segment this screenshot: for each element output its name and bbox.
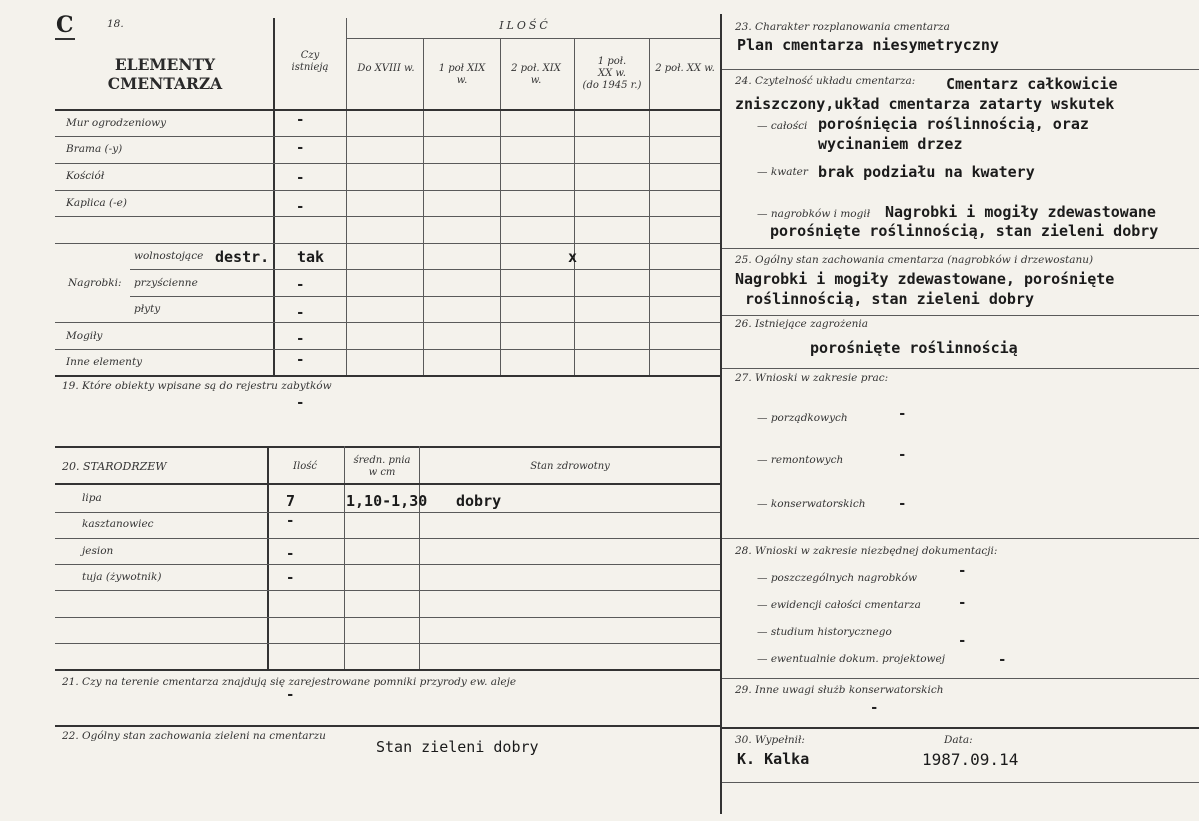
tree-name-tuja: tuja (żywotnik) xyxy=(82,571,162,583)
section-18-number: 18. xyxy=(107,18,124,30)
q23-bottom-line xyxy=(722,69,1199,70)
q27-label: 27. Wnioski w zakresie prac: xyxy=(735,372,889,384)
s20-vline-stan xyxy=(419,446,420,670)
row-value-przyscienne: - xyxy=(296,277,305,293)
section-21-bottom xyxy=(55,725,720,727)
q24-line3: porośnięcia roślinnością, oraz xyxy=(818,115,1089,133)
row-sep-3 xyxy=(55,190,720,191)
tree-sredn-lipa: 1,10-1,30 xyxy=(346,492,428,510)
col-2pol-xx: 2 poł. XX w. xyxy=(655,63,715,74)
q28-studium-label: — studium historycznego xyxy=(757,626,892,638)
tree-ilosc-kasztanowiec: - xyxy=(286,513,295,529)
ilosc-header-underline xyxy=(346,38,720,39)
grid-vline-2 xyxy=(500,38,501,376)
row-label-wolnostojace: wolnostojące xyxy=(134,250,204,262)
q24-calosci-label: — całości xyxy=(757,120,808,132)
q23-value: Plan cmentarza niesymetryczny xyxy=(737,36,999,54)
q28-label: 28. Wnioski w zakresie niezbędnej dokumentacji: xyxy=(735,545,998,557)
q25-line1: Nagrobki i mogiły zdewastowane, porośnięte xyxy=(735,270,1115,288)
row-value-plyty: - xyxy=(296,305,305,321)
section-20-bottom xyxy=(55,669,720,671)
nagrobki-label: Nagrobki: xyxy=(68,277,122,289)
row-value-brama: - xyxy=(296,140,305,156)
s20-vline-sredn xyxy=(344,446,345,670)
grid-vline-1 xyxy=(423,38,424,376)
row-value-mogily: - xyxy=(296,331,305,347)
col-2pol-xix: 2 poł. XIX w. xyxy=(511,63,561,86)
col-do-xviii: Do XVIII w. xyxy=(357,63,415,74)
q27-porzadkowych-value: - xyxy=(898,406,907,422)
elements-heading-line1: ELEMENTY xyxy=(114,55,216,74)
row-label-przyscienne: przyścienne xyxy=(134,277,198,289)
col-1pol-xx xyxy=(576,56,648,92)
q26-label: 26. Istniejące zagrożenia xyxy=(735,318,869,330)
s20-col-sredn-line1: średn. pnia xyxy=(353,455,411,466)
grid-vline-4 xyxy=(649,38,650,376)
row-sep-1 xyxy=(55,136,720,137)
q28-projektowej-value: - xyxy=(998,652,1007,668)
row-label-plyty: płyty xyxy=(134,303,161,315)
s20-row-sep-4 xyxy=(55,590,720,591)
col-1pol-xx-line3: (do 1945 r.) xyxy=(582,80,642,91)
row-label-mur: Mur ogrodzeniowy xyxy=(66,117,167,129)
q24-bottom-line xyxy=(722,248,1199,249)
s20-col-sredn-line2: w cm xyxy=(368,467,396,478)
ilosc-header: ILOŚĆ xyxy=(499,19,551,32)
elements-heading xyxy=(100,55,230,93)
q29-label: 29. Inne uwagi służb konserwatorskich xyxy=(735,684,944,696)
q30-date-value: 1987.09.14 xyxy=(922,750,1019,769)
q24-line1: Cmentarz całkowicie xyxy=(946,75,1118,93)
s20-col-stan: Stan zdrowotny xyxy=(530,461,610,472)
q27-remontowych-label: — remontowych xyxy=(757,454,844,466)
row-label-kosciol: Kościół xyxy=(66,170,105,182)
corner-letter: C xyxy=(56,12,74,38)
s20-vline-ilosc xyxy=(267,446,269,670)
q24-line2: zniszczony,układ cmentarza zatarty wskutek xyxy=(735,95,1115,113)
q25-line2: roślinnością, stan zieleni dobry xyxy=(745,290,1034,308)
s20-row-sep-5 xyxy=(55,617,720,618)
q29-value: - xyxy=(870,700,879,716)
row-sep-8 xyxy=(55,322,720,323)
q30-value: K. Kalka xyxy=(737,750,810,768)
q27-konserwatorskich-label: — konserwatorskich xyxy=(757,498,866,510)
elements-heading-line2: CMENTARZA xyxy=(107,74,223,93)
q30-bottom-line xyxy=(722,782,1199,783)
q24-kwater-label: — kwater xyxy=(757,166,808,178)
q30-date-label: Data: xyxy=(944,734,973,746)
col-1pol-xix: 1 poł XIX w. xyxy=(438,63,486,86)
s20-row-sep-6 xyxy=(55,643,720,644)
q19-label: 19. Które obiekty wpisane są do rejestru zabytków xyxy=(62,380,332,392)
tree-ilosc-lipa: 7 xyxy=(286,492,296,510)
q28-ewidencji-value: - xyxy=(958,595,967,611)
row-note-destr: destr. xyxy=(215,248,270,266)
q21-label: 21. Czy na terenie cmentarza znajdują się zarejestrowane pomniki przyrody ew. aleje xyxy=(62,676,517,688)
q28-bottom-line xyxy=(722,678,1199,679)
row-value-inne: - xyxy=(296,352,305,368)
s20-row-sep-1 xyxy=(55,512,720,513)
q27-porzadkowych-label: — porządkowych xyxy=(757,412,848,424)
col-1pol-xx-line2: XX w. xyxy=(598,68,626,79)
section-18-bottom xyxy=(55,375,720,377)
q27-konserwatorskich-value: - xyxy=(898,496,907,512)
q23-label: 23. Charakter rozplanowania cmentarza xyxy=(735,21,950,33)
tree-ilosc-jesion: - xyxy=(286,546,295,562)
s20-row-sep-2 xyxy=(55,538,720,539)
q19-value: - xyxy=(296,395,305,411)
s20-col-ilosc: Ilość xyxy=(293,461,317,472)
row-value-kaplica: - xyxy=(296,199,305,215)
q24-nagrobkow-line2: porośnięte roślinnością, stan zieleni dobry xyxy=(770,222,1159,240)
q24-line4: wycinaniem drzez xyxy=(818,135,963,153)
col-czy-istnieja: Czy istnieją xyxy=(291,50,329,73)
tree-name-jesion: jesion xyxy=(82,545,114,557)
row-sep-5 xyxy=(55,243,720,244)
row-label-inne: Inne elementy xyxy=(66,356,143,368)
s20-row-sep-3 xyxy=(55,564,720,565)
row-label-mogily: Mogiły xyxy=(66,330,103,342)
q25-bottom-line xyxy=(722,315,1199,316)
s20-header-bottom xyxy=(55,483,720,485)
q22-label: 22. Ogólny stan zachowania zieleni na cmentarzu xyxy=(62,730,326,742)
q27-remontowych-value: - xyxy=(898,447,907,463)
q27-bottom-line xyxy=(722,538,1199,539)
row-value-mur: - xyxy=(296,112,305,128)
row-value-kosciol: - xyxy=(296,170,305,186)
s20-col-sredn xyxy=(346,455,418,479)
row-label-brama: Brama (-y) xyxy=(66,143,123,155)
q21-value: - xyxy=(286,687,295,703)
section-20-top xyxy=(55,446,720,448)
corner-letter-underline xyxy=(55,38,75,40)
q28-nagrobkow-value: - xyxy=(958,563,967,579)
page-center-divider xyxy=(720,14,722,814)
grid-vline-3 xyxy=(574,38,575,376)
row-sep-6 xyxy=(130,269,720,270)
row-mark-wolnostojace: x xyxy=(568,248,578,266)
tree-stan-lipa: dobry xyxy=(456,492,502,510)
s20-section-label: 20. STARODRZEW xyxy=(62,460,167,473)
row-sep-9 xyxy=(55,349,720,350)
q22-value: Stan zieleni dobry xyxy=(376,738,539,756)
tree-ilosc-tuja: - xyxy=(286,570,295,586)
q26-value: porośnięte roślinnością xyxy=(810,339,1018,357)
q28-studium-value: - xyxy=(958,633,967,649)
tree-name-lipa: lipa xyxy=(82,492,102,504)
q30-label: 30. Wypełnił: xyxy=(735,734,805,746)
table-header-bottom xyxy=(55,109,720,111)
row-sep-4 xyxy=(55,216,720,217)
tree-name-kasztanowiec: kasztanowiec xyxy=(82,518,154,530)
row-sep-2 xyxy=(55,163,720,164)
q25-label: 25. Ogólny stan zachowania cmentarza (nagrobków i drzewostanu) xyxy=(735,254,1094,266)
col-1pol-xx-line1: 1 poł. xyxy=(597,56,627,67)
q28-projektowej-label: — ewentualnie dokum. projektowej xyxy=(757,653,945,665)
q28-ewidencji-label: — ewidencji całości cmentarza xyxy=(757,599,921,611)
q28-nagrobkow-label: — poszczególnych nagrobków xyxy=(757,572,917,584)
q26-bottom-line xyxy=(722,368,1199,369)
q24-nagrobkow-line1: Nagrobki i mogiły zdewastowane xyxy=(885,203,1156,221)
q24-kwater-value: brak podziału na kwatery xyxy=(818,163,1035,181)
q29-bottom-line xyxy=(722,727,1199,729)
row-label-kaplica: Kaplica (-e) xyxy=(66,197,127,209)
row-value-wolnostojace: tak xyxy=(297,248,325,266)
q24-nagrobkow-label: — nagrobków i mogił xyxy=(757,208,871,220)
q24-label: 24. Czytelność układu cmentarza: xyxy=(735,75,916,87)
row-sep-7 xyxy=(130,296,720,297)
